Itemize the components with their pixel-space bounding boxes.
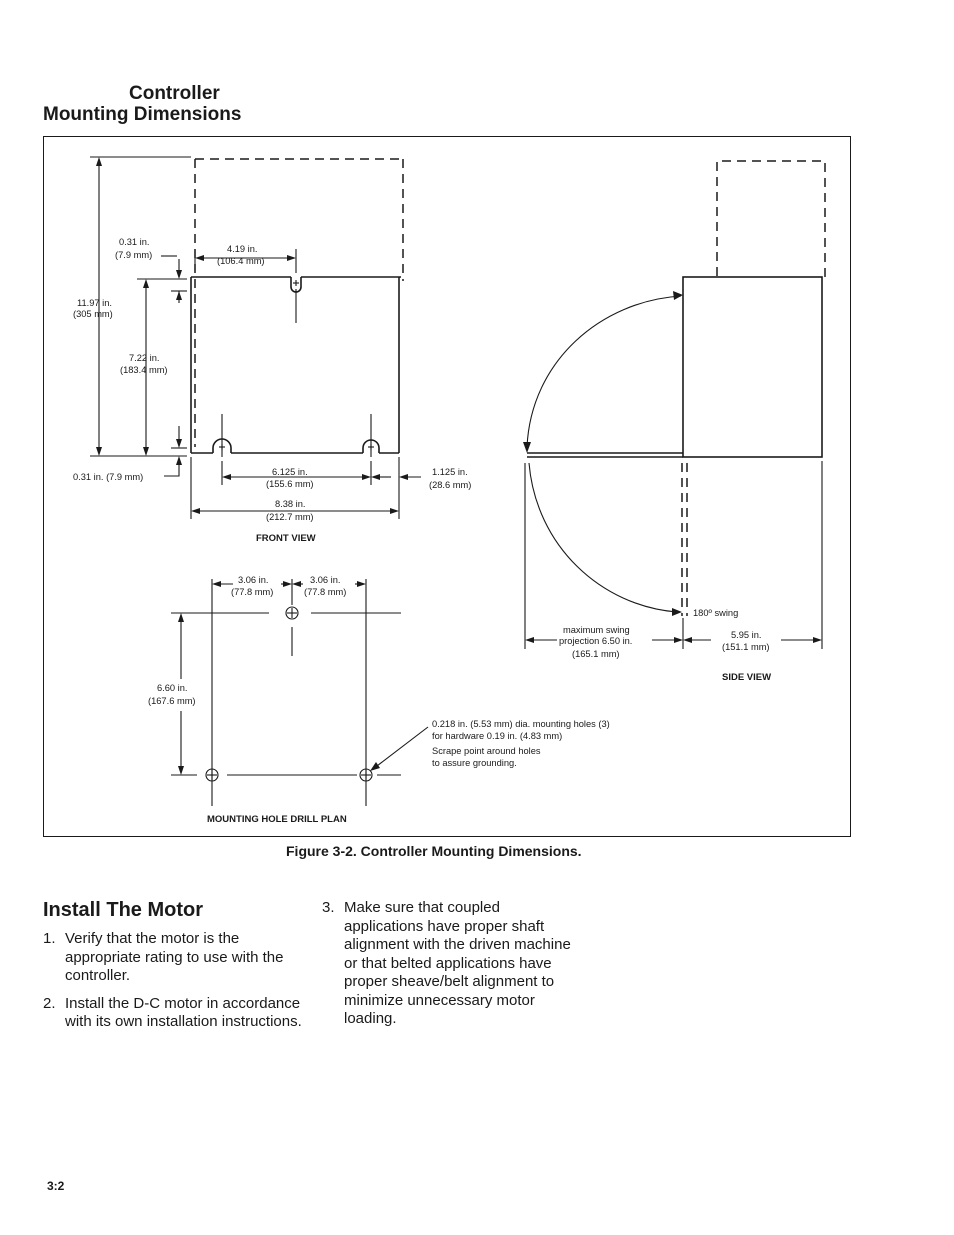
hole-note-line3: Scrape point around holes — [432, 746, 541, 756]
hole-note-line1: 0.218 in. (5.53 mm) dia. mounting holes (3) — [432, 719, 610, 729]
drill-dim-right-in: 3.06 in. — [310, 575, 341, 585]
drill-plan-drawing — [171, 579, 428, 806]
dim-hole-spacing-in: 6.125 in. — [272, 467, 308, 477]
dim-body-height-mm: (183.4 mm) — [120, 365, 168, 375]
side-view-label: SIDE VIEW — [722, 672, 772, 683]
step-text: Verify that the motor is the appropriate rating to use with the controller. — [65, 930, 284, 984]
dim-hole-spacing-mm: (155.6 mm) — [266, 479, 314, 489]
drill-dim-left-mm: (77.8 mm) — [231, 587, 274, 597]
side-lid-outline — [717, 161, 825, 279]
dim-overall-height-in: 11.97 in. — [77, 298, 112, 308]
dim-right-offset-in: 1.125 in. — [432, 467, 468, 477]
drill-plan-label: MOUNTING HOLE DRILL PLAN — [207, 814, 347, 825]
drill-dim-right-mm: (77.8 mm) — [304, 587, 347, 597]
side-depth-in: 5.95 in. — [731, 630, 762, 640]
install-step-3 — [322, 899, 577, 1029]
step-number: 3. — [322, 899, 335, 916]
dim-notch-offset-in: 0.31 in. — [119, 237, 150, 247]
front-view-drawing — [90, 157, 421, 519]
step-text: Install the D-C motor in accordance with its own installation instructions. — [65, 994, 302, 1030]
mounting-dimensions-drawing — [44, 137, 852, 838]
dim-width-mm: (212.7 mm) — [266, 512, 314, 522]
max-swing-line1: maximum swing — [563, 625, 630, 635]
dim-overall-height-mm: (305 mm) — [73, 309, 113, 319]
step-number: 1. — [43, 930, 56, 947]
front-lid-outline — [195, 159, 403, 447]
dim-bottom-offset: 0.31 in. (7.9 mm) — [73, 472, 144, 482]
drill-dim-height-mm: (167.6 mm) — [148, 696, 196, 706]
dim-notch-pos-mm: (106.4 mm) — [217, 256, 265, 266]
side-view-drawing — [523, 161, 825, 649]
page-number: 3:2 — [47, 1179, 65, 1193]
max-swing-line3: (165.1 mm) — [572, 649, 620, 659]
dim-notch-offset-mm: (7.9 mm) — [115, 250, 153, 260]
front-view-label: FRONT VIEW — [256, 533, 316, 544]
side-body — [683, 277, 822, 457]
dim-width-in: 8.38 in. — [275, 499, 306, 509]
install-steps-right — [322, 899, 577, 1038]
hole-note-line4: to assure grounding. — [432, 758, 517, 768]
section-title-line1: Controller — [129, 83, 220, 104]
drill-dim-height-in: 6.60 in. — [157, 683, 188, 693]
install-motor-heading: Install The Motor — [43, 899, 203, 921]
figure-caption: Figure 3-2. Controller Mounting Dimensions. — [286, 843, 582, 859]
max-swing-line2: projection 6.50 in. — [559, 636, 633, 646]
install-step-2 — [43, 995, 308, 1032]
dim-body-height-in: 7.22 in. — [129, 353, 160, 363]
install-steps-left — [43, 930, 308, 1041]
figure-frame — [43, 136, 851, 837]
side-depth-mm: (151.1 mm) — [722, 642, 770, 652]
hole-note-line2: for hardware 0.19 in. (4.83 mm) — [432, 731, 563, 741]
step-text: Make sure that coupled applications have proper shaft alignment with the driven machine or that belted applications have proper sheave/belt alignment to minimize unnecessary motor loading. — [344, 899, 571, 1027]
section-title-line2: Mounting Dimensions — [43, 104, 242, 125]
dim-right-offset-mm: (28.6 mm) — [429, 480, 472, 490]
install-step-1 — [43, 930, 308, 986]
step-number: 2. — [43, 994, 56, 1012]
dim-notch-pos-in: 4.19 in. — [227, 244, 258, 254]
swing-label: 180º swing — [693, 608, 739, 618]
drill-dim-left-in: 3.06 in. — [238, 575, 269, 585]
